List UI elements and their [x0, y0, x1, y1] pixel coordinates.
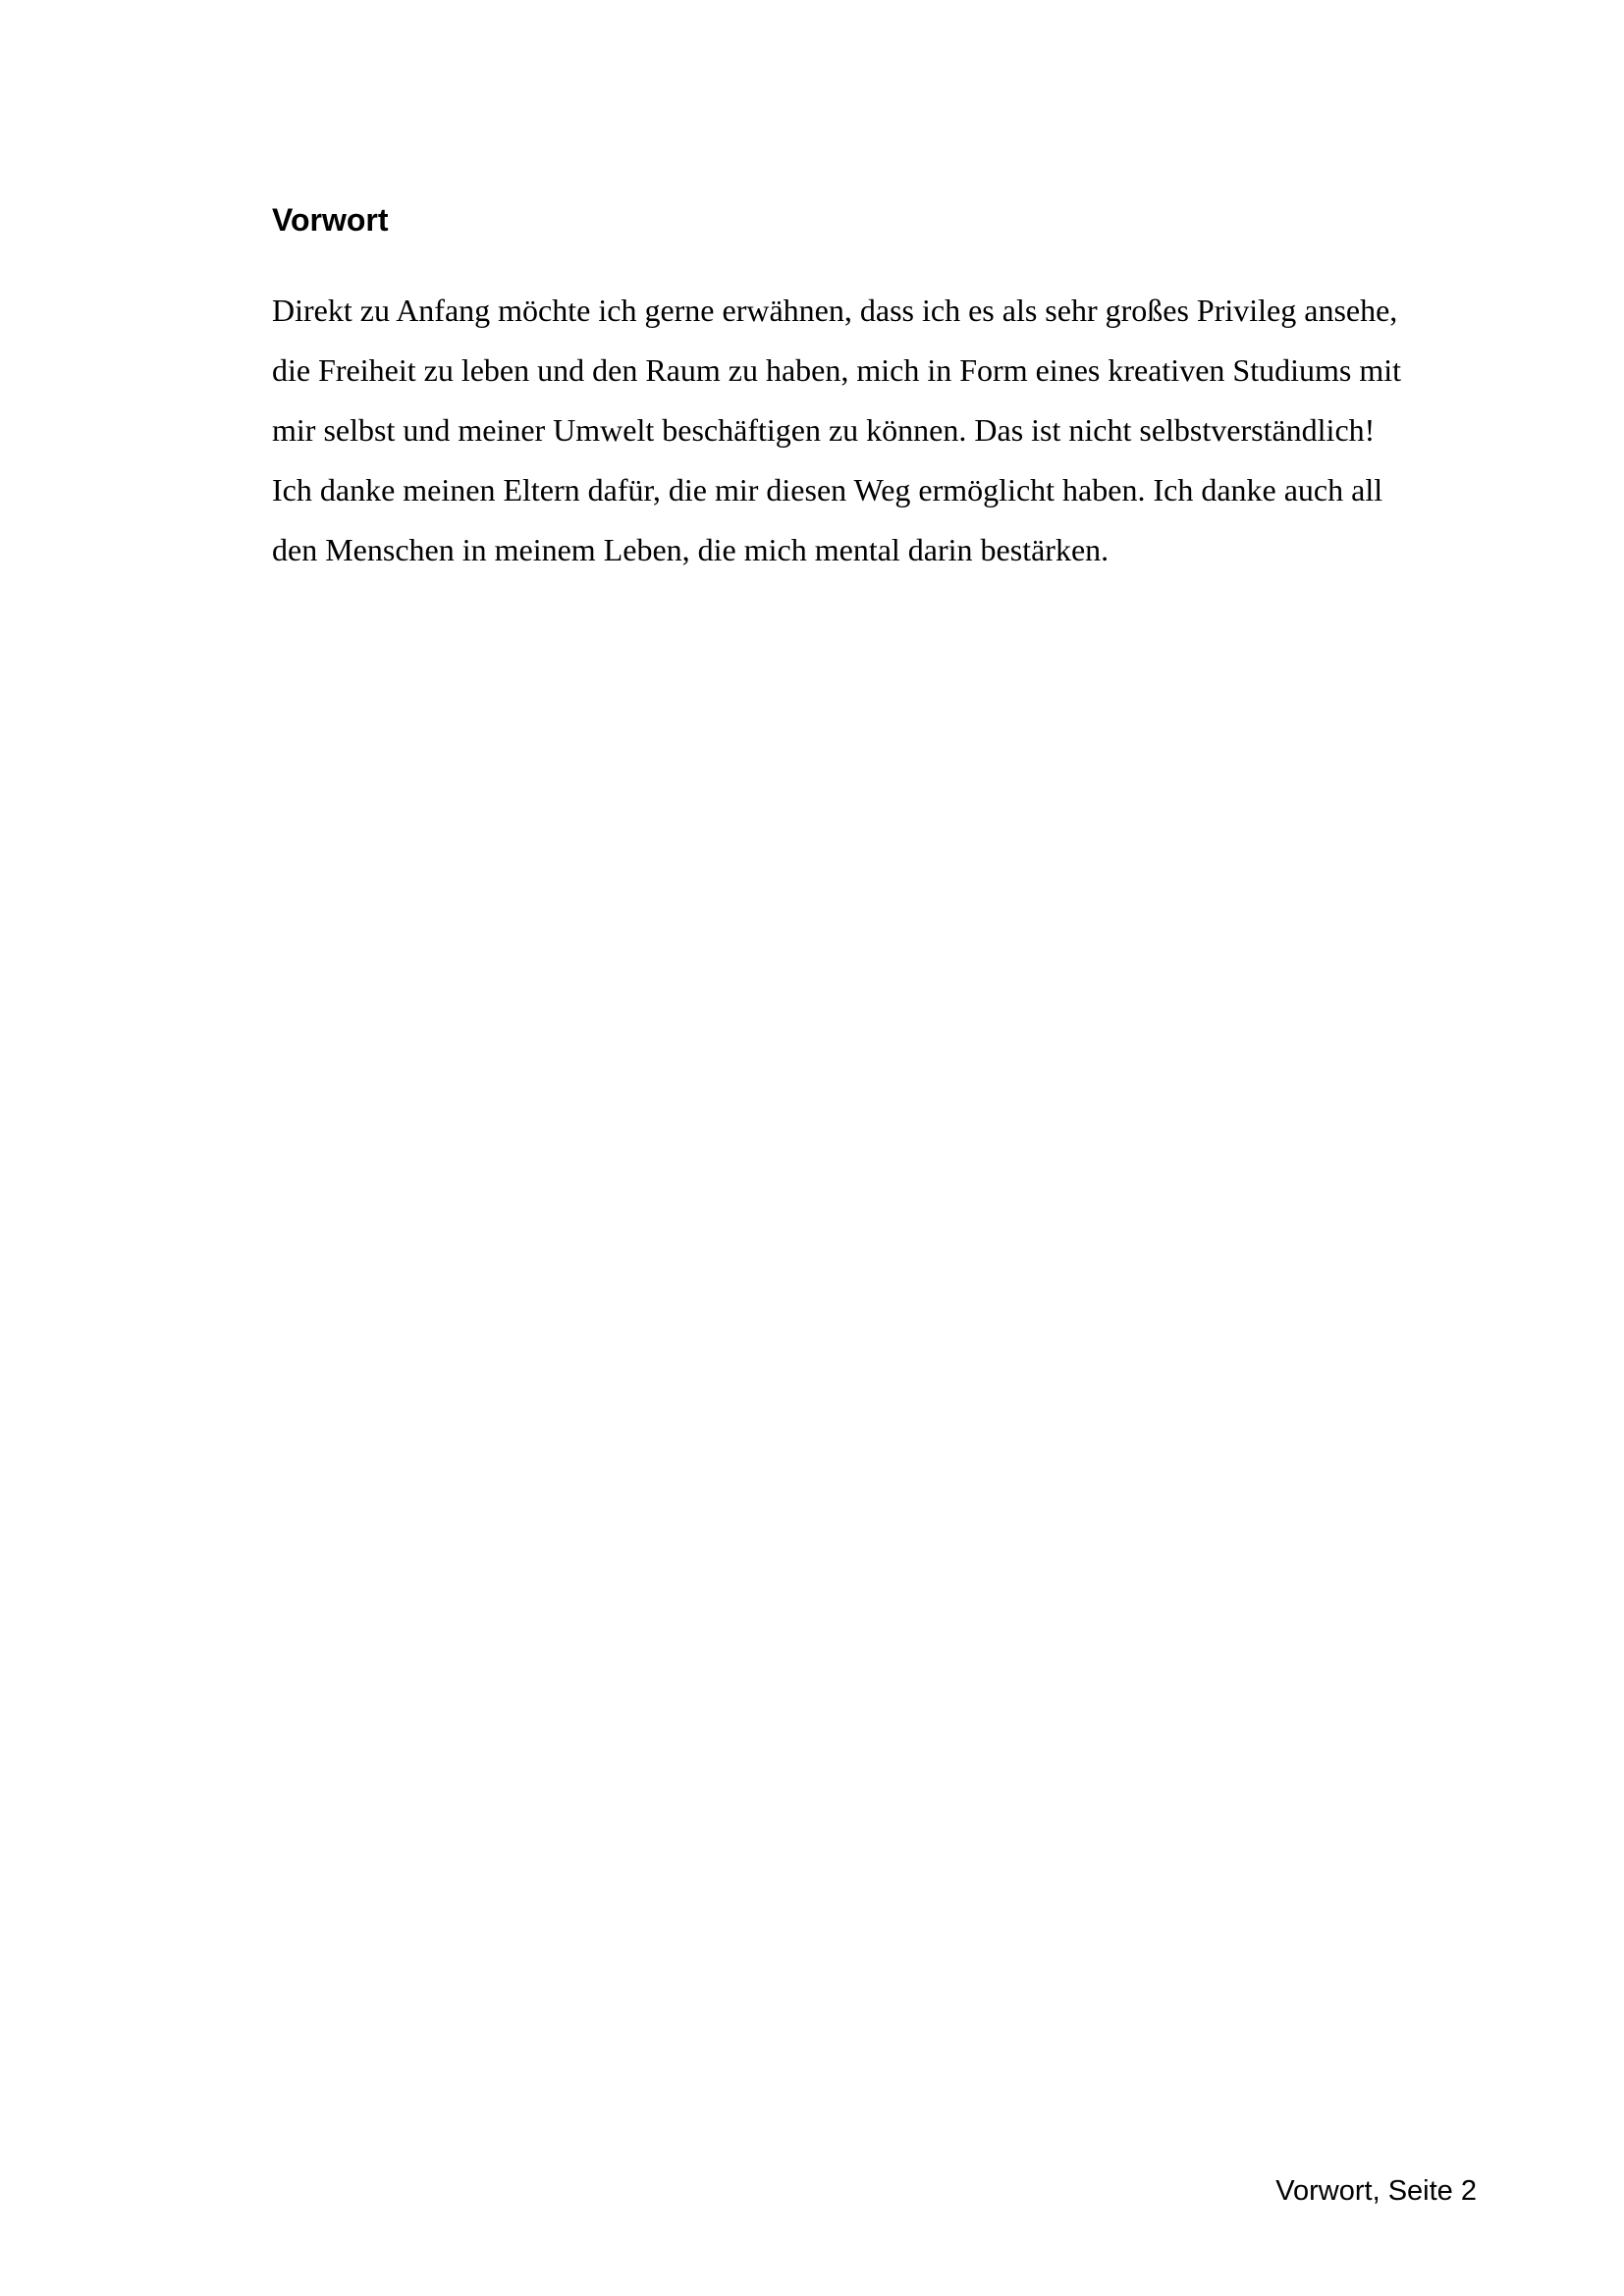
- paragraph-line: den Menschen in meinem Leben, die mich mental darin bestärken.: [272, 532, 1110, 567]
- page-footer: Vorwort, Seite 2: [1275, 2175, 1477, 2207]
- page-heading: Vorwort: [272, 202, 389, 238]
- paragraph-line: Direkt zu Anfang möchte ich gerne erwähnen, dass ich es als sehr großes Privileg ansehe,: [272, 293, 1398, 328]
- paragraph-line: mir selbst und meiner Umwelt beschäftigen zu können. Das ist nicht selbstverständlich!: [272, 412, 1376, 448]
- body-paragraph: [272, 281, 1499, 580]
- paragraph-line: die Freiheit zu leben und den Raum zu haben, mich in Form eines kreativen Studiums mit: [272, 352, 1401, 388]
- paragraph-line: Ich danke meinen Eltern dafür, die mir diesen Weg ermöglicht haben. Ich danke auch all: [272, 472, 1383, 507]
